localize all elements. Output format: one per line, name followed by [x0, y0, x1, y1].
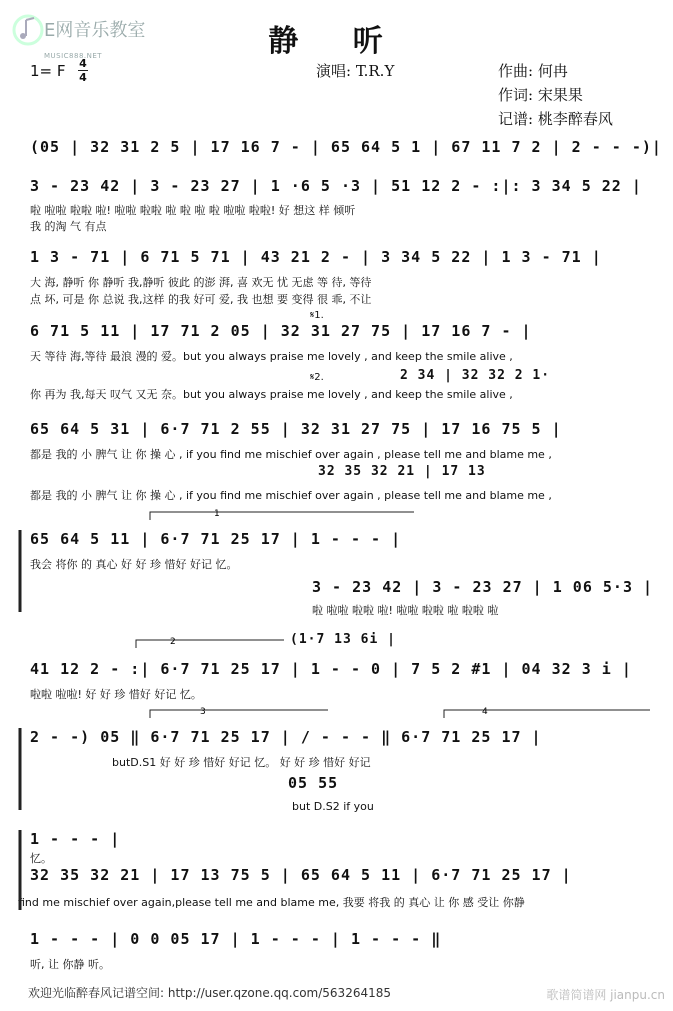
lyric-5a: 都是 我的 小 脾气 让 你 操 心 , if you find me mischief over again , please tell me and blame me ,	[30, 448, 552, 461]
key-signature: 1= F	[30, 62, 66, 80]
score-line-3: 1 3 - 71 | 6 71 5 71 | 43 21 2 - | 3 34 5 22 | 1 3 - 71 |	[30, 248, 602, 266]
alt-notes-8: 05 55	[288, 774, 339, 792]
ending-label-1: 1	[214, 509, 220, 519]
score-line-1: (05 | 32 31 2 5 | 17 16 7 - | 65 64 5 1 | 67 11 7 2 | 2 - - -)|	[30, 138, 662, 156]
lyric-10a: find me mischief over again,please tell me and blame me, 我要 将我 的 真心 让 你 感 受让 你静	[18, 896, 525, 909]
score-line-4: 6 71 5 11 | 17 71 2 05 | 32 31 27 75 | 17 16 7 - |	[30, 322, 532, 340]
score-line-2: 3 - 23 42 | 3 - 23 27 | 1 ·6 5 ·3 | 51 12 2 - :|: 3 34 5 22 |	[30, 177, 642, 195]
ending-label-3: 3	[200, 707, 206, 717]
ending-bracket-4	[444, 710, 650, 718]
song-title: 静 听	[268, 24, 405, 59]
lyric-4a: 天 等待 海,等待 最浪 漫的 爱。but you always praise me lovely , and keep the smile alive ,	[30, 350, 513, 363]
ending-label-2: 2	[170, 637, 176, 647]
lyric-4b: 你 再为 我,每天 叹气 又无 奈。but you always praise me lovely , and keep the smile alive ,	[30, 388, 513, 401]
score-line-6: 65 64 5 11 | 6·7 71 25 17 | 1 - - - |	[30, 530, 402, 548]
score-line-10: 32 35 32 21 | 17 13 75 5 | 65 64 5 11 | 6·7 71 25 17 |	[30, 866, 572, 884]
ending-bracket-2	[136, 640, 284, 648]
lyric-9a: 忆。	[30, 852, 52, 865]
score-line-9: 1 - - - |	[30, 830, 121, 848]
lyric-2a: 啦 啦啦 啦啦 啦! 啦啦 啦啦 啦 啦 啦 啦 啦啦 啦啦! 好 想这 样 倾听	[30, 204, 356, 217]
lyric-3a: 大 海, 静听 你 静听 我,静听 彼此 的澎 湃, 喜 欢无 忧 无虑 等 待, 等待	[30, 276, 372, 289]
ending-label-4: 4	[482, 707, 488, 717]
lyric-2b: 我 的淘 气 有点	[30, 220, 107, 233]
transcriber: 记谱: 桃李醉春风	[498, 110, 613, 128]
lyric-11a: 听, 让 你静 听。	[30, 958, 110, 971]
brand-watermark: 歌谱简谱网 jianpu.cn	[546, 988, 665, 1002]
segno-1: 𝄋1.	[310, 310, 324, 321]
paren-notes-7: (1·7 13 6i |	[290, 632, 396, 647]
score-line-8: 2 - -) 05 ‖ 6·7 71 25 17 | / - - - ‖ 6·7 71 25 17 |	[30, 728, 542, 746]
alt-notes-5: 32 35 32 21 | 17 13	[318, 464, 486, 479]
lyric-6b: 啦 啦啦 啦啦 啦! 啦啦 啦啦 啦 啦啦 啦	[312, 604, 499, 617]
segno-2: 𝄋2.	[310, 372, 324, 383]
watermark-url: MUSIC888.NET	[44, 52, 103, 60]
footer-link[interactable]: 欢迎光临醉春风记谱空间: http://user.qzone.qq.com/563264185	[28, 986, 392, 1000]
ending-bracket-1	[150, 512, 414, 520]
time-sig-top: 4	[79, 57, 87, 70]
lyric-6a: 我会 将你 的 真心 好 好 珍 惜好 好记 忆。	[30, 558, 238, 571]
ending-bracket-3	[150, 710, 328, 718]
lyric-7a: 啦啦 啦啦! 好 好 珍 惜好 好记 忆。	[30, 688, 202, 701]
lyric-8c: but D.S2 if you	[292, 800, 374, 813]
alt-notes-6: 3 - 23 42 | 3 - 23 27 | 1 06 5·3 |	[312, 578, 654, 596]
score-line-7: 41 12 2 - :| 6·7 71 25 17 | 1 - - 0 | 7 5 2 #1 | 04 32 3 i |	[30, 660, 632, 678]
lyric-8a: butD.S1 好 好 珍 惜好 好记 忆。 好 好 珍 惜好 好记	[112, 756, 371, 769]
score-line-5: 65 64 5 31 | 6·7 71 2 55 | 32 31 27 75 | 17 16 75 5 |	[30, 420, 562, 438]
watermark-site: E网音乐教室	[44, 20, 146, 41]
lyric-5b: 都是 我的 小 脾气 让 你 操 心 , if you find me mischief over again , please tell me and blame me ,	[30, 489, 552, 502]
lyric-3b: 点 坏, 可是 你 总说 我,这样 的我 好可 爱, 我 也想 要 变得 很 乖, 不让	[30, 293, 372, 306]
time-sig-bottom: 4	[79, 71, 87, 84]
score-line-11: 1 - - - | 0 0 05 17 | 1 - - - | 1 - - - ‖	[30, 930, 442, 948]
singer: 演唱: T.R.Y	[316, 62, 395, 80]
composer: 作曲: 何冉	[498, 62, 568, 80]
alt-notes-4: 2 34 | 32 32 2 1·	[400, 368, 551, 383]
lyricist: 作词: 宋果果	[498, 86, 583, 104]
